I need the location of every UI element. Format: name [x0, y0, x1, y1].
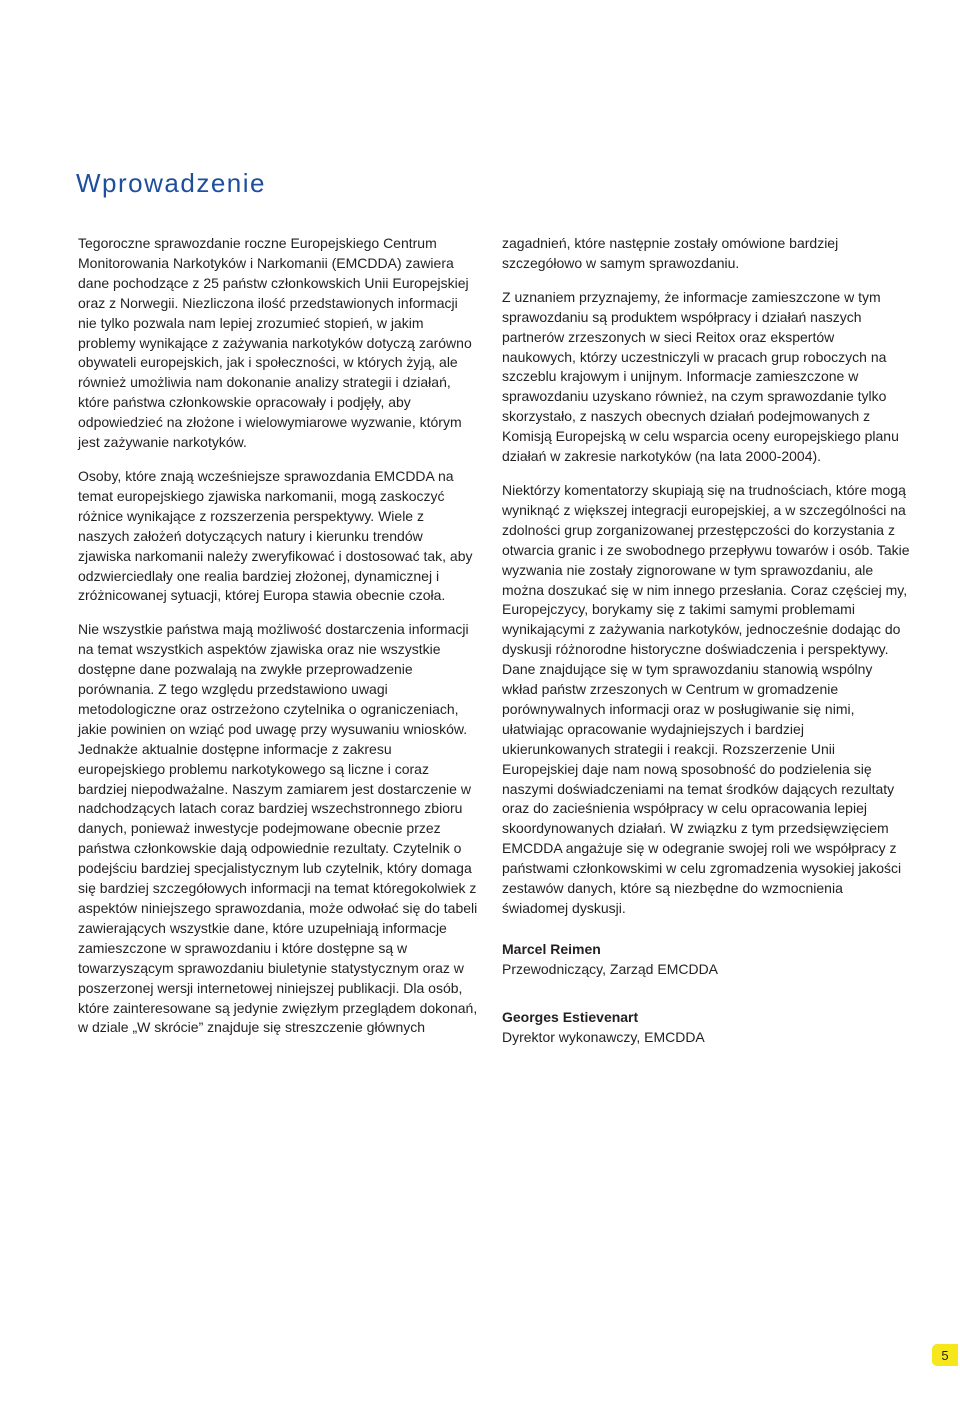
- signatory-name: Marcel Reimen: [502, 940, 601, 957]
- signatory-role: Przewodniczący, Zarząd EMCDDA: [502, 960, 719, 977]
- paragraph: zagadnień, które następnie zostały omówione bardziej szczegółowo w samym sprawozdaniu.: [502, 235, 839, 271]
- right-column: [502, 234, 912, 1047]
- paragraph: Z uznaniem przyznajemy, że informacje zamieszczone w tym sprawozdaniu są produktem współpracy i działań naszych partnerów zrzeszonych w sieci Reitox oraz ekspertów naukowych, którzy uczestniczyli w pracach grup roboczych na szczeblu krajowym i unijnym. Informacje zamieszczone w sprawozdaniu uzyskano również, na czym sprawozdanie tylko skorzystało, z naszych obecnych działań podejmowanych z Komisją Europejską w celu wsparcia oceny europejskiego planu działań w zakresie narkotyków (na lata 2000-2004).: [502, 288, 899, 465]
- paragraph: Osoby, które znają wcześniejsze sprawozdania EMCDDA na temat europejskiego zjawiska narkomanii, mogą zaskoczyć różnice wynikające z rozszerzenia perspektywy. Wiele z naszych założeń dotyczących natury i kierunku trendów zjawiska narkomanii należy zweryfikować i dostosować tak, aby odzwierciedlały one realia bardziej złożonej, dynamicznej i zróżnicowanej sytuacji, której Europa stawia obecnie czoła.: [78, 467, 473, 604]
- paragraph: Niektórzy komentatorzy skupiają się na trudnościach, które mogą wyniknąć z większej integracji europejskiej, a w szczególności na zdolności grup zorganizowanej przestępczości do korzystania z otwarcia granic i ze swobodnego przepływu towarów i osób. Takie wyzwania nie zostały zignorowane w tym sprawozdaniu, ale można doszukać się w nim innego przesłania. Coraz częściej my, Europejczycy, borykamy się z takimi samymi problemami wynikającymi z zażywania narkotyków, jednocześnie dodając do dyskusji różnorodne historyczne doświadczenia i perspektywy. Dane znajdujące się w tym sprawozdaniu stanowią wspólny wkład państw zrzeszonych w Centrum w gromadzenie porównywalnych informacji oraz w posługiwanie się nimi, ułatwiając opracowanie wydajniejszych i bardziej ukierunkowanych strategii i reakcji. Rozszerzenie Unii Europejskiej daje nam nową sposobność do podzielenia się naszymi doświadczeniami na temat środków dających rezultaty oraz do zacieśnienia współpracy w celu opracowania lepiej skoordynowanych działań. W związku z tym przedsięwzięciem EMCDDA angażuje się w odegranie swojej roli we współpracy z państwami członkowskimi w celu zgromadzenia wysokiej jakości zestawów danych, które są niezbędne do wzmocnienia świadomej dyskusji.: [502, 481, 910, 916]
- signatory-role: Dyrektor wykonawczy, EMCDDA: [502, 1028, 705, 1045]
- signature-block: [502, 1007, 912, 1047]
- left-column: [78, 234, 478, 1052]
- page-number: 5: [932, 1344, 958, 1366]
- paragraph: Tegoroczne sprawozdanie roczne Europejskiego Centrum Monitorowania Narkotyków i Narkomanii (EMCDDA) zawiera dane pochodzące z 25 państw członkowskich Unii Europejskiej oraz z Norwegii. Niezliczona ilość przedstawionych informacji nie tylko pozwala nam lepiej zrozumieć stopień, w jakim problemy wynikające z zażywania narkotyków dotyczą zarówno obywateli europejskich, jak i społeczności, w których żyją, ale również umożliwia nam dokonanie analizy strategii i działań, które państwa członkowskie opracowały i podjęły, aby odpowiedzieć na złożone i wielowymiarowe wyzwanie, którym jest zażywanie narkotyków.: [78, 235, 472, 451]
- signature-block: [502, 939, 912, 979]
- signatory-name: Georges Estievenart: [502, 1008, 639, 1025]
- page-title: Wprowadzenie: [76, 168, 266, 198]
- paragraph: Nie wszystkie państwa mają możliwość dostarczenia informacji na temat wszystkich aspektów zjawiska oraz nie wszystkie dostępne dane pozwalają na zwykłe przeprowadzenie porównania. Z tego względu przedstawiono uwagi metodologiczne oraz ostrzeżono czytelnika o ograniczeniach, jakie powinien on wziąć pod uwagę przy wysuwaniu wniosków. Jednakże aktualnie dostępne informacje z zakresu europejskiego problemu narkotykowego są liczne i coraz bardziej niepodważalne. Naszym zamiarem jest dostarczenie w nadchodzących latach coraz bardziej wszechstronnego zbioru danych, ponieważ inwestycje podejmowane obecnie przez państwa członkowskie dają odpowiednie rezultaty. Czytelnik o podejściu bardziej specjalistycznym lub czytelnik, który domaga się bardziej szczegółowych informacji na temat któregokolwiek z aspektów niniejszego sprawozdania, może odwołać się do tabeli zawierających wszystkie dane, które uzupełniają informacje zamieszczone w sprawozdaniu i które dostępne są w towarzyszącym sprawozdaniu biuletynie statystycznym oraz w poszerzonej wersji internetowej niniejszej publikacji. Dla osób, które zainteresowane są jedynie zwięzłym przeglądem dokonań, w dziale „W skrócie” znajduje się streszczenie głównych: [78, 621, 478, 1036]
